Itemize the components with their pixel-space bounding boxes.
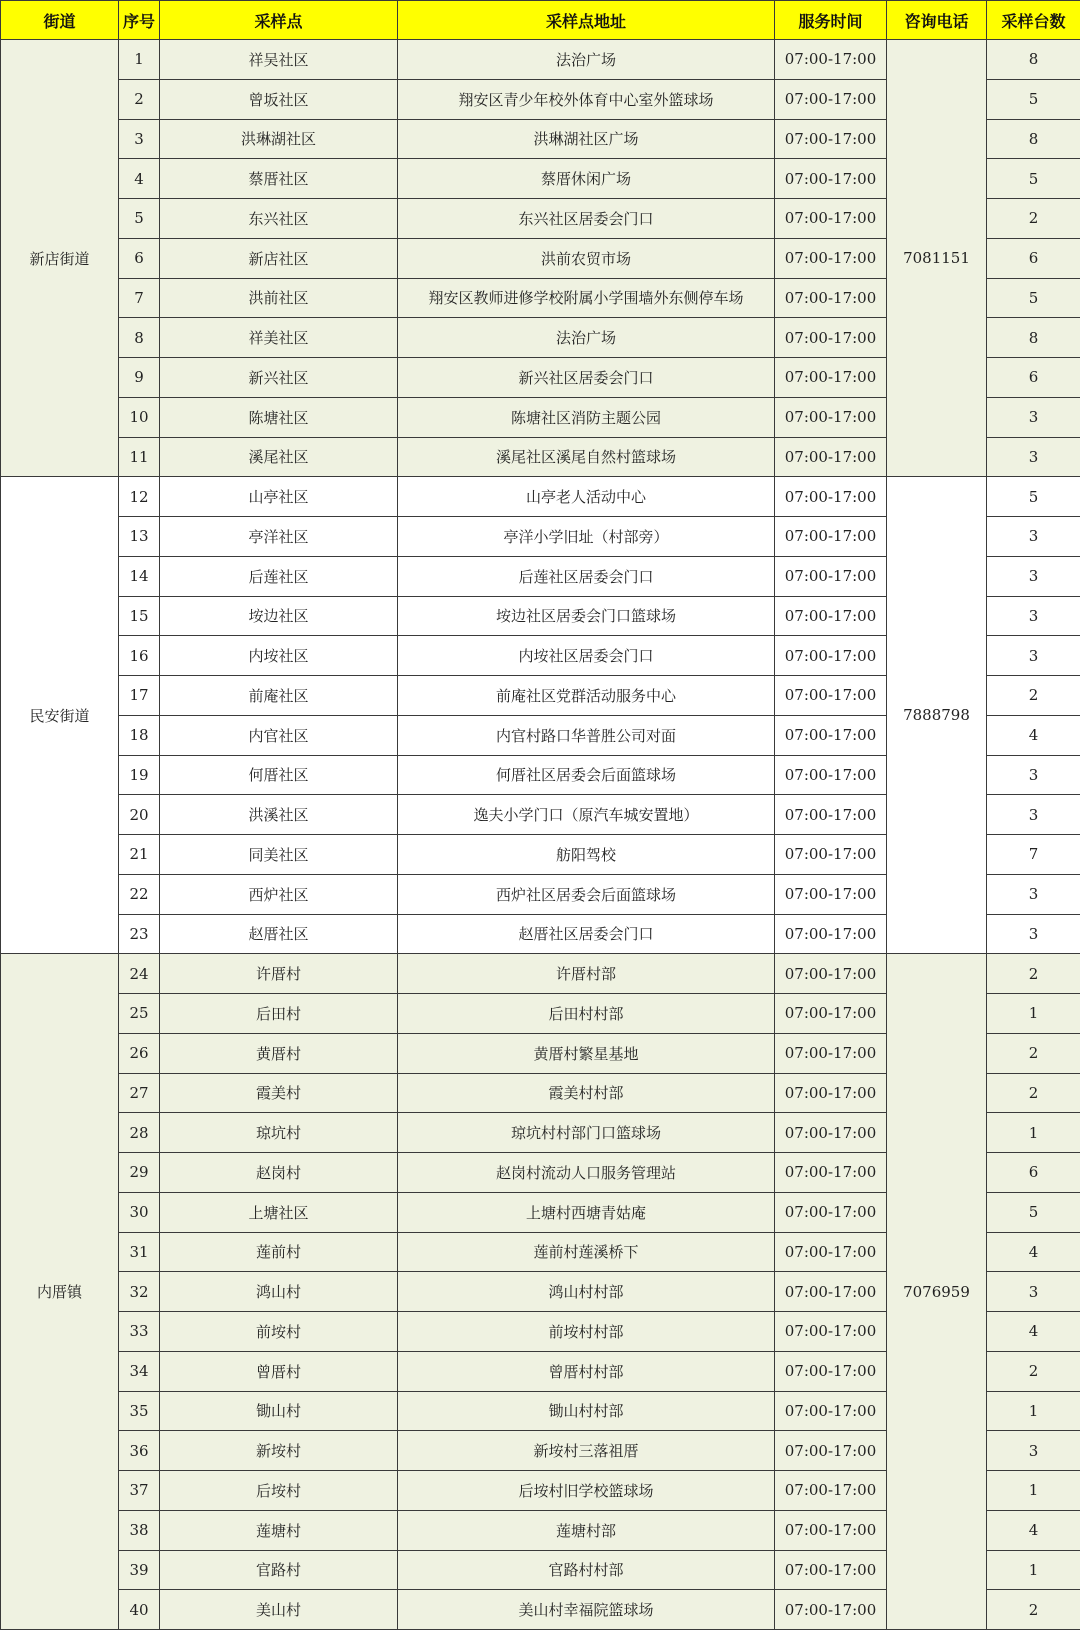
header-index: 序号 (119, 1, 160, 40)
site-cell: 溪尾社区 (160, 437, 398, 477)
index-cell: 36 (119, 1431, 160, 1471)
index-cell: 31 (119, 1232, 160, 1272)
count-cell: 4 (987, 715, 1080, 755)
count-cell: 5 (987, 1192, 1080, 1232)
index-cell: 17 (119, 676, 160, 716)
site-cell: 内垵社区 (160, 636, 398, 676)
service-time-cell: 07:00-17:00 (775, 199, 887, 239)
site-cell: 新兴社区 (160, 358, 398, 398)
site-cell: 上塘社区 (160, 1192, 398, 1232)
service-time-cell: 07:00-17:00 (775, 715, 887, 755)
address-cell: 官路村村部 (398, 1550, 775, 1590)
site-cell: 霞美村 (160, 1073, 398, 1113)
site-cell: 洪前社区 (160, 278, 398, 318)
count-cell: 2 (987, 1351, 1080, 1391)
index-cell: 37 (119, 1471, 160, 1511)
phone-cell: 7081151 (887, 40, 987, 477)
service-time-cell: 07:00-17:00 (775, 1391, 887, 1431)
count-cell: 1 (987, 1550, 1080, 1590)
service-time-cell: 07:00-17:00 (775, 1471, 887, 1511)
index-cell: 12 (119, 477, 160, 517)
address-cell: 西炉社区居委会后面篮球场 (398, 874, 775, 914)
service-time-cell: 07:00-17:00 (775, 556, 887, 596)
count-cell: 2 (987, 199, 1080, 239)
site-cell: 山亭社区 (160, 477, 398, 517)
address-cell: 后田村村部 (398, 994, 775, 1034)
address-cell: 后垵村旧学校篮球场 (398, 1471, 775, 1511)
site-cell: 同美社区 (160, 835, 398, 875)
table-body (1, 40, 1080, 1630)
count-cell: 3 (987, 556, 1080, 596)
address-cell: 霞美村村部 (398, 1073, 775, 1113)
address-cell: 溪尾社区溪尾自然村篮球场 (398, 437, 775, 477)
address-cell: 美山村幸福院篮球场 (398, 1590, 775, 1630)
count-cell: 2 (987, 1073, 1080, 1113)
site-cell: 鸿山村 (160, 1272, 398, 1312)
index-cell: 4 (119, 159, 160, 199)
site-cell: 后田村 (160, 994, 398, 1034)
index-cell: 21 (119, 835, 160, 875)
site-cell: 洪溪社区 (160, 795, 398, 835)
count-cell: 7 (987, 835, 1080, 875)
service-time-cell: 07:00-17:00 (775, 79, 887, 119)
address-cell: 曾厝村村部 (398, 1351, 775, 1391)
table-row (1, 954, 1080, 994)
service-time-cell: 07:00-17:00 (775, 954, 887, 994)
service-time-cell: 07:00-17:00 (775, 159, 887, 199)
index-cell: 2 (119, 79, 160, 119)
address-cell: 上塘村西塘青姑庵 (398, 1192, 775, 1232)
service-time-cell: 07:00-17:00 (775, 238, 887, 278)
address-cell: 陈塘社区消防主题公园 (398, 397, 775, 437)
index-cell: 34 (119, 1351, 160, 1391)
site-cell: 祥美社区 (160, 318, 398, 358)
index-cell: 14 (119, 556, 160, 596)
address-cell: 洪前农贸市场 (398, 238, 775, 278)
index-cell: 5 (119, 199, 160, 239)
service-time-cell: 07:00-17:00 (775, 1232, 887, 1272)
site-cell: 许厝村 (160, 954, 398, 994)
index-cell: 18 (119, 715, 160, 755)
header-street: 街道 (1, 1, 119, 40)
index-cell: 20 (119, 795, 160, 835)
count-cell: 3 (987, 874, 1080, 914)
site-cell: 新垵村 (160, 1431, 398, 1471)
service-time-cell: 07:00-17:00 (775, 318, 887, 358)
address-cell: 赵厝社区居委会门口 (398, 914, 775, 954)
count-cell: 8 (987, 119, 1080, 159)
index-cell: 28 (119, 1113, 160, 1153)
address-cell: 亭洋小学旧址（村部旁） (398, 517, 775, 557)
address-cell: 内官村路口华普胜公司对面 (398, 715, 775, 755)
count-cell: 2 (987, 1590, 1080, 1630)
count-cell: 3 (987, 636, 1080, 676)
address-cell: 赵岗村流动人口服务管理站 (398, 1153, 775, 1193)
service-time-cell: 07:00-17:00 (775, 596, 887, 636)
address-cell: 前垵村村部 (398, 1312, 775, 1352)
site-cell: 黄厝村 (160, 1033, 398, 1073)
count-cell: 1 (987, 1113, 1080, 1153)
service-time-cell: 07:00-17:00 (775, 477, 887, 517)
count-cell: 5 (987, 159, 1080, 199)
address-cell: 法治广场 (398, 40, 775, 80)
count-cell: 8 (987, 40, 1080, 80)
count-cell: 5 (987, 79, 1080, 119)
index-cell: 35 (119, 1391, 160, 1431)
count-cell: 3 (987, 517, 1080, 557)
count-cell: 5 (987, 477, 1080, 517)
index-cell: 19 (119, 755, 160, 795)
service-time-cell: 07:00-17:00 (775, 994, 887, 1034)
service-time-cell: 07:00-17:00 (775, 1312, 887, 1352)
index-cell: 10 (119, 397, 160, 437)
service-time-cell: 07:00-17:00 (775, 795, 887, 835)
street-cell: 新店街道 (1, 40, 119, 477)
service-time-cell: 07:00-17:00 (775, 358, 887, 398)
header-service-time: 服务时间 (775, 1, 887, 40)
index-cell: 9 (119, 358, 160, 398)
header-row (1, 1, 1080, 40)
street-cell: 内厝镇 (1, 954, 119, 1630)
address-cell: 锄山村村部 (398, 1391, 775, 1431)
count-cell: 3 (987, 914, 1080, 954)
index-cell: 32 (119, 1272, 160, 1312)
service-time-cell: 07:00-17:00 (775, 1033, 887, 1073)
address-cell: 洪琳湖社区广场 (398, 119, 775, 159)
index-cell: 13 (119, 517, 160, 557)
index-cell: 27 (119, 1073, 160, 1113)
site-cell: 垵边社区 (160, 596, 398, 636)
service-time-cell: 07:00-17:00 (775, 1431, 887, 1471)
count-cell: 3 (987, 1272, 1080, 1312)
index-cell: 33 (119, 1312, 160, 1352)
address-cell: 山亭老人活动中心 (398, 477, 775, 517)
site-cell: 赵厝社区 (160, 914, 398, 954)
site-cell: 亭洋社区 (160, 517, 398, 557)
phone-cell: 7076959 (887, 954, 987, 1630)
index-cell: 16 (119, 636, 160, 676)
count-cell: 6 (987, 238, 1080, 278)
service-time-cell: 07:00-17:00 (775, 914, 887, 954)
count-cell: 8 (987, 318, 1080, 358)
count-cell: 2 (987, 676, 1080, 716)
count-cell: 3 (987, 596, 1080, 636)
site-cell: 洪琳湖社区 (160, 119, 398, 159)
index-cell: 40 (119, 1590, 160, 1630)
header-site: 采样点 (160, 1, 398, 40)
service-time-cell: 07:00-17:00 (775, 119, 887, 159)
index-cell: 3 (119, 119, 160, 159)
site-cell: 陈塘社区 (160, 397, 398, 437)
site-cell: 琼坑村 (160, 1113, 398, 1153)
count-cell: 3 (987, 755, 1080, 795)
site-cell: 前庵社区 (160, 676, 398, 716)
service-time-cell: 07:00-17:00 (775, 40, 887, 80)
site-cell: 后莲社区 (160, 556, 398, 596)
service-time-cell: 07:00-17:00 (775, 397, 887, 437)
address-cell: 莲塘村部 (398, 1510, 775, 1550)
site-cell: 美山村 (160, 1590, 398, 1630)
site-cell: 东兴社区 (160, 199, 398, 239)
index-cell: 7 (119, 278, 160, 318)
service-time-cell: 07:00-17:00 (775, 437, 887, 477)
service-time-cell: 07:00-17:00 (775, 1550, 887, 1590)
site-cell: 官路村 (160, 1550, 398, 1590)
address-cell: 翔安区教师进修学校附属小学围墙外东侧停车场 (398, 278, 775, 318)
site-cell: 莲前村 (160, 1232, 398, 1272)
count-cell: 1 (987, 1391, 1080, 1431)
address-cell: 黄厝村繁星基地 (398, 1033, 775, 1073)
count-cell: 6 (987, 1153, 1080, 1193)
address-cell: 翔安区青少年校外体育中心室外篮球场 (398, 79, 775, 119)
index-cell: 30 (119, 1192, 160, 1232)
address-cell: 舫阳驾校 (398, 835, 775, 875)
site-cell: 曾厝村 (160, 1351, 398, 1391)
count-cell: 4 (987, 1312, 1080, 1352)
address-cell: 许厝村部 (398, 954, 775, 994)
header-address: 采样点地址 (398, 1, 775, 40)
index-cell: 22 (119, 874, 160, 914)
service-time-cell: 07:00-17:00 (775, 1510, 887, 1550)
count-cell: 1 (987, 1471, 1080, 1511)
address-cell: 新垵村三落祖厝 (398, 1431, 775, 1471)
address-cell: 琼坑村村部门口篮球场 (398, 1113, 775, 1153)
service-time-cell: 07:00-17:00 (775, 835, 887, 875)
count-cell: 2 (987, 1033, 1080, 1073)
index-cell: 29 (119, 1153, 160, 1193)
site-cell: 内官社区 (160, 715, 398, 755)
service-time-cell: 07:00-17:00 (775, 1153, 887, 1193)
index-cell: 1 (119, 40, 160, 80)
count-cell: 2 (987, 954, 1080, 994)
address-cell: 新兴社区居委会门口 (398, 358, 775, 398)
address-cell: 内垵社区居委会门口 (398, 636, 775, 676)
address-cell: 莲前村莲溪桥下 (398, 1232, 775, 1272)
address-cell: 后莲社区居委会门口 (398, 556, 775, 596)
service-time-cell: 07:00-17:00 (775, 1590, 887, 1630)
service-time-cell: 07:00-17:00 (775, 676, 887, 716)
service-time-cell: 07:00-17:00 (775, 1192, 887, 1232)
site-cell: 祥吴社区 (160, 40, 398, 80)
service-time-cell: 07:00-17:00 (775, 755, 887, 795)
service-time-cell: 07:00-17:00 (775, 1351, 887, 1391)
service-time-cell: 07:00-17:00 (775, 1272, 887, 1312)
service-time-cell: 07:00-17:00 (775, 278, 887, 318)
count-cell: 1 (987, 994, 1080, 1034)
index-cell: 26 (119, 1033, 160, 1073)
count-cell: 3 (987, 795, 1080, 835)
count-cell: 5 (987, 278, 1080, 318)
site-cell: 何厝社区 (160, 755, 398, 795)
index-cell: 24 (119, 954, 160, 994)
site-cell: 前垵村 (160, 1312, 398, 1352)
index-cell: 25 (119, 994, 160, 1034)
count-cell: 3 (987, 1431, 1080, 1471)
service-time-cell: 07:00-17:00 (775, 517, 887, 557)
site-cell: 莲塘村 (160, 1510, 398, 1550)
count-cell: 3 (987, 437, 1080, 477)
site-cell: 新店社区 (160, 238, 398, 278)
address-cell: 蔡厝休闲广场 (398, 159, 775, 199)
address-cell: 垵边社区居委会门口篮球场 (398, 596, 775, 636)
count-cell: 6 (987, 358, 1080, 398)
service-time-cell: 07:00-17:00 (775, 1073, 887, 1113)
address-cell: 前庵社区党群活动服务中心 (398, 676, 775, 716)
service-time-cell: 07:00-17:00 (775, 874, 887, 914)
address-cell: 何厝社区居委会后面篮球场 (398, 755, 775, 795)
count-cell: 4 (987, 1510, 1080, 1550)
street-cell: 民安街道 (1, 477, 119, 954)
site-cell: 蔡厝社区 (160, 159, 398, 199)
header-count: 采样台数 (987, 1, 1080, 40)
count-cell: 3 (987, 397, 1080, 437)
site-cell: 西炉社区 (160, 874, 398, 914)
address-cell: 鸿山村村部 (398, 1272, 775, 1312)
header-phone: 咨询电话 (887, 1, 987, 40)
address-cell: 东兴社区居委会门口 (398, 199, 775, 239)
index-cell: 38 (119, 1510, 160, 1550)
count-cell: 4 (987, 1232, 1080, 1272)
site-cell: 赵岗村 (160, 1153, 398, 1193)
index-cell: 39 (119, 1550, 160, 1590)
address-cell: 逸夫小学门口（原汽车城安置地） (398, 795, 775, 835)
service-time-cell: 07:00-17:00 (775, 1113, 887, 1153)
index-cell: 23 (119, 914, 160, 954)
table-row (1, 477, 1080, 517)
site-cell: 锄山村 (160, 1391, 398, 1431)
site-cell: 后垵村 (160, 1471, 398, 1511)
index-cell: 11 (119, 437, 160, 477)
service-time-cell: 07:00-17:00 (775, 636, 887, 676)
phone-cell: 7888798 (887, 477, 987, 954)
site-cell: 曾坂社区 (160, 79, 398, 119)
address-cell: 法治广场 (398, 318, 775, 358)
table-row (1, 40, 1080, 80)
index-cell: 6 (119, 238, 160, 278)
index-cell: 15 (119, 596, 160, 636)
index-cell: 8 (119, 318, 160, 358)
